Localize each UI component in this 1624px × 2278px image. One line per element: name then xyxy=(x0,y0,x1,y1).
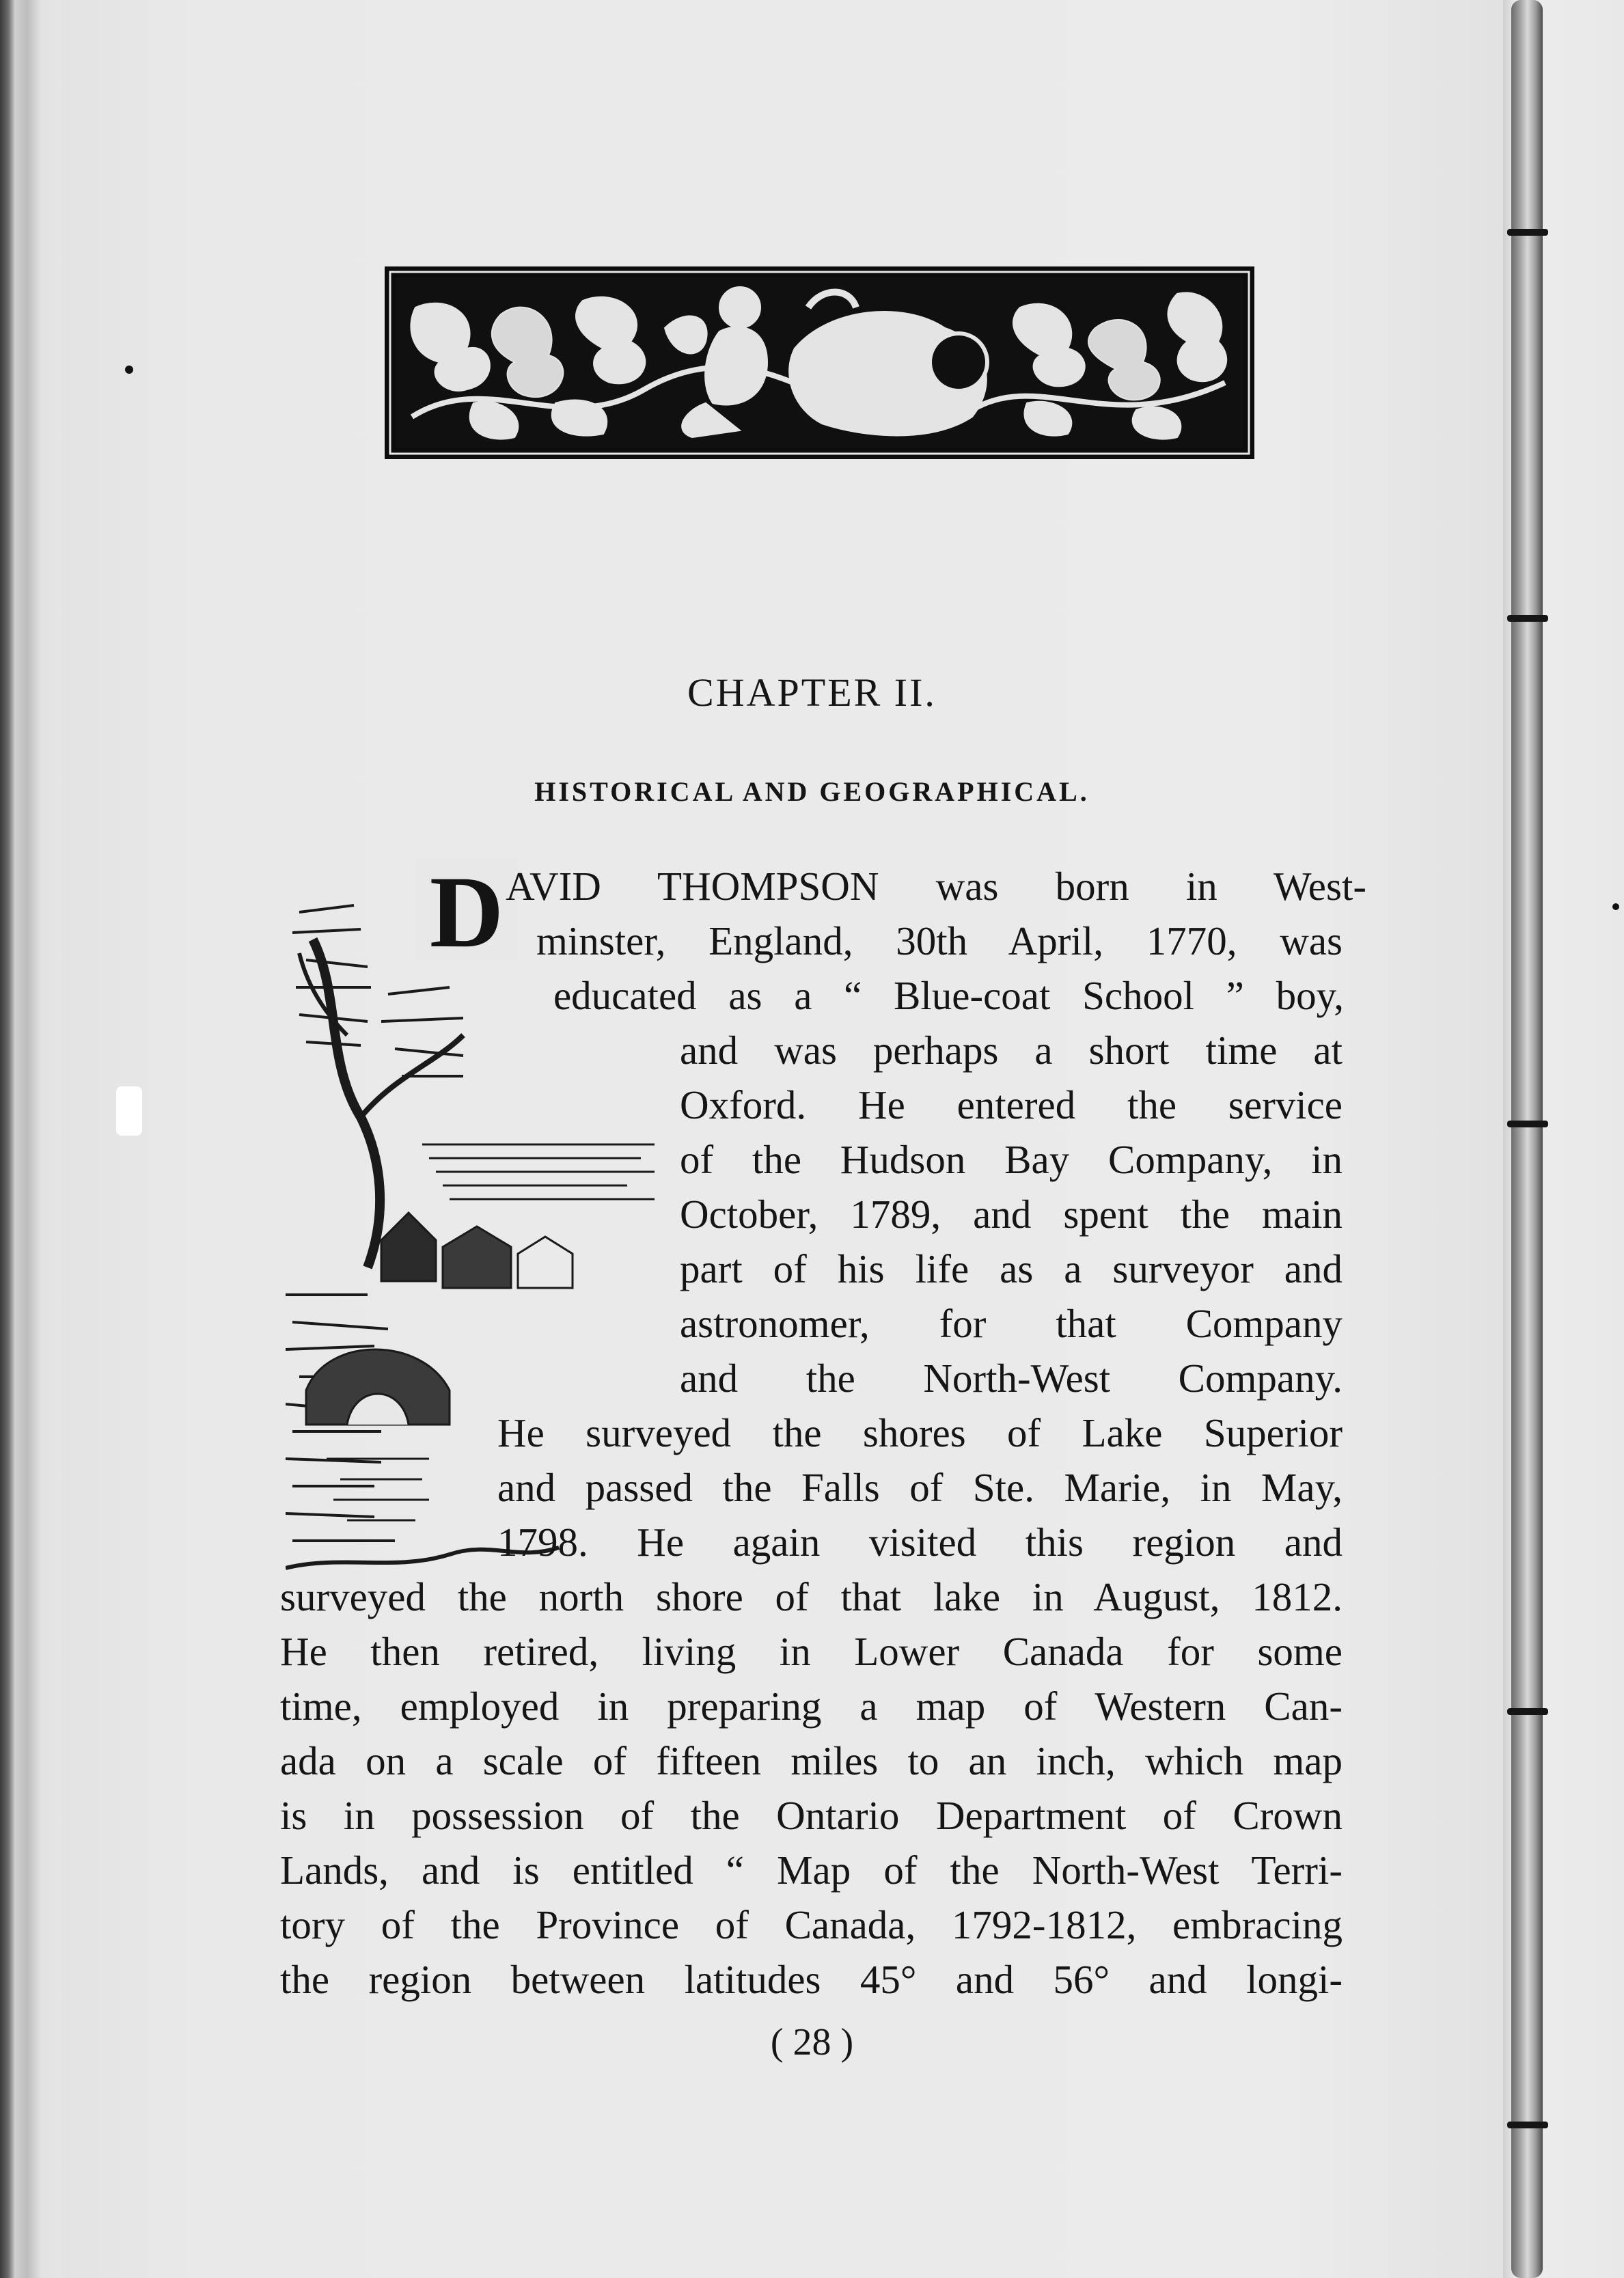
text-line: surveyed the north shore of that lake in August, 1812. xyxy=(280,1574,1343,1619)
text-line: October, 1789, and spent the main xyxy=(680,1192,1343,1237)
page-number: ( 28 ) xyxy=(770,2021,854,2063)
text-line: tory of the Province of Canada, 1792-1812, embracing xyxy=(280,1902,1343,1947)
text-line: of the Hudson Bay Company, in xyxy=(680,1137,1343,1182)
text-line: time, employed in preparing a map of Western Can- xyxy=(280,1684,1343,1729)
ink-speck xyxy=(1612,903,1619,910)
ornamental-headpiece xyxy=(385,266,1254,459)
text-line: minster, England, 30th April, 1770, was xyxy=(536,918,1343,963)
text-line: 1798. He again visited this region and xyxy=(497,1520,1343,1565)
svg-text:D: D xyxy=(429,857,504,969)
text-line: Lands, and is entitled “ Map of the North-West Terri- xyxy=(280,1848,1343,1893)
text-line: part of his life as a surveyor and xyxy=(680,1246,1343,1291)
book-left-edge xyxy=(0,0,61,2278)
book-spine xyxy=(1511,0,1543,2278)
text-line: Oxford. He entered the service xyxy=(680,1082,1343,1127)
chapter-subtitle: HISTORICAL AND GEOGRAPHICAL. xyxy=(534,776,1090,807)
text-line: and was perhaps a short time at xyxy=(680,1028,1343,1073)
text-line: and the North-West Company. xyxy=(680,1356,1343,1401)
text-line: and passed the Falls of Ste. Marie, in May, xyxy=(497,1465,1343,1510)
paper-flaw xyxy=(116,1086,142,1136)
spine-notch xyxy=(1507,615,1548,622)
spine-notch xyxy=(1507,1121,1548,1127)
drop-cap-letter xyxy=(415,857,518,969)
ink-speck xyxy=(125,366,133,374)
text-line: AVID THOMPSON was born in West- xyxy=(506,864,1366,909)
text-line: ada on a scale of fifteen miles to an inch, which map xyxy=(280,1738,1343,1783)
chapter-title: CHAPTER II. xyxy=(687,670,937,715)
text-line: astronomer, for that Company xyxy=(680,1301,1343,1346)
text-line: educated as a “ Blue-coat School ” boy, xyxy=(553,973,1344,1018)
spine-notch xyxy=(1507,1708,1548,1715)
text-line: He then retired, living in Lower Canada for some xyxy=(280,1629,1343,1674)
spine-notch xyxy=(1507,2122,1548,2128)
text-line: He surveyed the shores of Lake Superior xyxy=(497,1410,1343,1455)
text-line: the region between latitudes 45° and 56° and longi- xyxy=(280,1957,1343,2002)
spine-notch xyxy=(1507,229,1548,236)
text-line: is in possession of the Ontario Department of Crown xyxy=(280,1793,1343,1838)
